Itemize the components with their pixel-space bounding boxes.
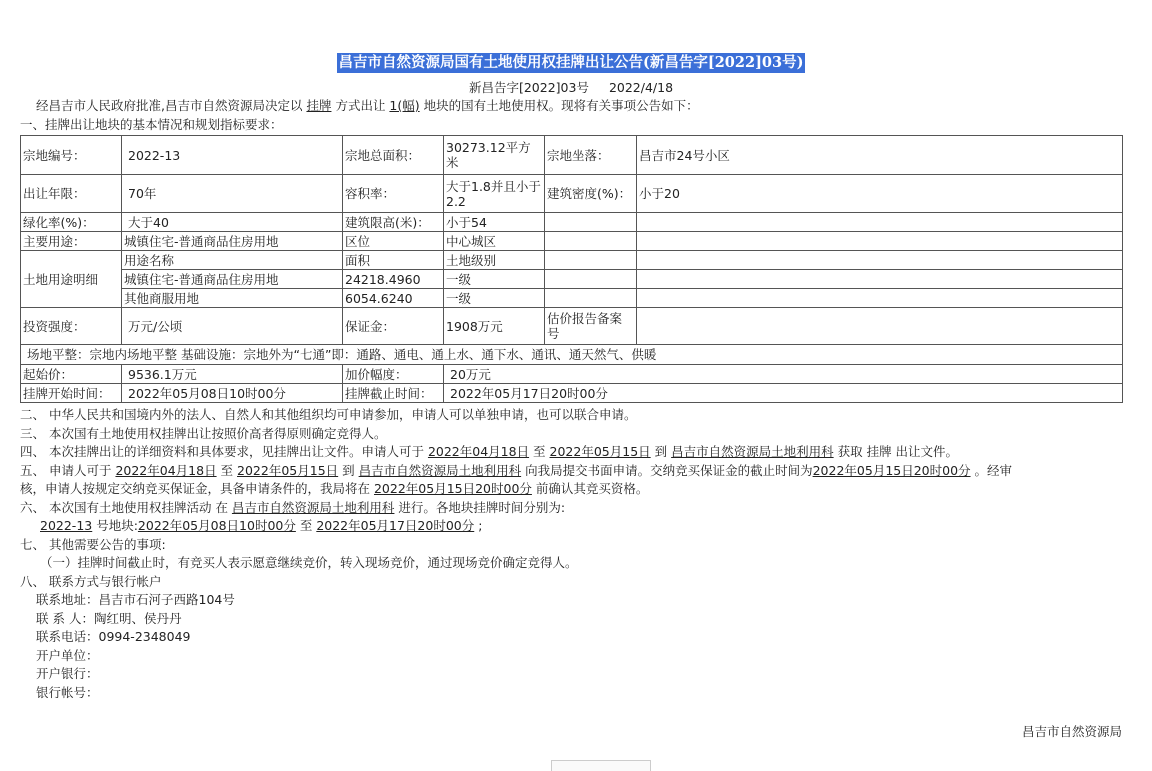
table-row [21, 289, 1123, 308]
intro-method: 挂牌 [306, 98, 332, 113]
intro-text: 方式出让 [331, 98, 390, 113]
building-density: 小于20 [637, 175, 1123, 213]
section-text: 六、 本次国有土地使用权挂牌活动 在 [20, 499, 232, 515]
table-row [21, 384, 1123, 403]
section-text: 前确认其竞买资格。 [531, 481, 649, 496]
section-text: 四、 本次挂牌出让的详细资料和具体要求，见挂牌出让文件。申请人可于 [20, 444, 428, 459]
section-text: 五、 申请人可于 [20, 462, 116, 478]
section-6-schedule [20, 517, 1122, 536]
section1-heading: 一、挂牌出让地块的基本情况和规划指标要求： [20, 116, 283, 132]
page-title: 昌吉市自然资源局国有土地使用权挂牌出让公告(新昌告字[2022]03号) [338, 54, 804, 71]
announcement [20, 0, 1122, 702]
date-underlined: 2022年05月15日20时00分 [812, 462, 971, 478]
table-label: 保证金： [343, 308, 444, 345]
table-label: 容积率： [343, 175, 444, 213]
zone: 中心城区 [444, 232, 545, 251]
section-text: 至 [529, 444, 550, 459]
main-use: 城镇住宅-普通商品住房用地 [122, 232, 343, 251]
place-underlined: 昌吉市自然资源局土地利用科 [231, 499, 395, 515]
table-label: 建筑限高(米)： [343, 213, 444, 232]
place-underlined: 昌吉市自然资源局土地利用科 [671, 444, 834, 459]
table-row [21, 270, 1123, 289]
empty-cell [545, 213, 637, 232]
empty-cell [545, 270, 637, 289]
bank-account: 银行帐号： [36, 684, 99, 700]
section-5 [20, 462, 1122, 481]
parcel-underlined: 2022-13 [40, 518, 93, 533]
date-underlined: 2022年05月15日 [549, 444, 651, 459]
table-label: 投资强度： [21, 308, 122, 345]
section-6 [20, 499, 1122, 518]
table-label: 估价报告备案号 [545, 308, 637, 345]
section-text: 。经审 [970, 462, 1013, 478]
column-header: 面积 [343, 251, 444, 270]
empty-cell [545, 232, 637, 251]
total-area: 30273.12平方米 [444, 136, 545, 175]
date-underlined: 2022年05月15日20时00分 [373, 481, 532, 496]
table-label: 挂牌开始时间： [21, 384, 122, 403]
date-underlined: 2022年04月18日 [427, 444, 530, 459]
table-label: 出让年限： [21, 175, 122, 213]
table-row [21, 251, 1123, 270]
date-underlined: 2022年05月08日10时00分 [137, 518, 296, 533]
height-limit: 小于54 [444, 213, 545, 232]
table-label: 加价幅度： [343, 365, 444, 384]
section-text: 至 [295, 518, 317, 533]
contact-address: 联系地址：昌吉市石河子西路104号 [36, 592, 235, 607]
table-label: 起始价： [21, 365, 122, 384]
section-text: 核，申请人按规定交纳竞买保证金，具备申请条件的，我局将在 [20, 481, 374, 496]
table-label: 宗地总面积： [343, 136, 444, 175]
table-row [21, 365, 1123, 384]
section-4 [20, 443, 1122, 462]
floor-area-ratio: 大于1.8并且小于2.2 [444, 175, 545, 213]
appraisal-number [637, 308, 1123, 345]
empty-cell [545, 251, 637, 270]
section-text: 到 [338, 462, 359, 478]
bank-unit: 开户单位： [36, 647, 99, 663]
doc-number: 新昌告字[2022]03号 [468, 80, 589, 95]
section-text: 向我局提交书面申请。交纳竞买保证金的截止时间为 [521, 462, 813, 478]
section-5-cont [20, 480, 1122, 499]
land-grade: 一级 [444, 270, 545, 289]
section-2: 二、 中华人民共和国境内外的法人、自然人和其他组织均可申请参加，申请人可以单独申请，也可以联合申请。 [20, 407, 637, 422]
table-label: 宗地坐落： [545, 136, 637, 175]
empty-cell [545, 289, 637, 308]
use-name: 城镇住宅-普通商品住房用地 [122, 270, 343, 289]
empty-cell [637, 232, 1123, 251]
sections [20, 406, 1122, 702]
start-price: 9536.1万元 [122, 365, 343, 384]
doc-meta [20, 79, 1122, 97]
listing-end-time: 2022年05月17日20时00分 [444, 384, 1123, 403]
parcel-location: 昌吉市24号小区 [637, 136, 1123, 175]
column-header: 土地级别 [444, 251, 545, 270]
table-row [21, 213, 1123, 232]
table-row [21, 175, 1123, 213]
green-ratio: 大于40 [122, 213, 343, 232]
column-header: 用途名称 [122, 251, 343, 270]
table-label: 宗地编号： [21, 136, 122, 175]
use-name: 其他商服用地 [122, 289, 343, 308]
place-underlined: 昌吉市自然资源局土地利用科 [358, 462, 522, 478]
section-text: ; [474, 518, 483, 533]
use-area: 6054.6240 [343, 289, 444, 308]
land-grade: 一级 [444, 289, 545, 308]
section-text: 到 [650, 444, 672, 459]
table-row [21, 232, 1123, 251]
section-text: 进行。各地块挂牌时间分别为: [394, 499, 566, 515]
section-3: 三、 本次国有土地使用权挂牌出让按照价高者得原则确定竞得人。 [20, 425, 387, 441]
signature: 昌吉市自然资源局 [1021, 724, 1122, 739]
table-label: 主要用途： [21, 232, 122, 251]
section-8: 八、 联系方式与银行帐户 [20, 573, 162, 589]
empty-cell [637, 270, 1123, 289]
intro-paragraph [20, 97, 1122, 116]
parcel-info-table [20, 135, 1123, 403]
table-label: 建筑密度(%)： [545, 175, 637, 213]
intro-text: 地块的国有土地使用权。现将有关事项公告如下： [419, 98, 699, 113]
date-underlined: 2022年04月18日 [115, 462, 217, 478]
table-label: 区位 [343, 232, 444, 251]
listing-start-time: 2022年05月08日10时00分 [122, 384, 343, 403]
section-text: 获取 挂牌 出让文件。 [833, 444, 959, 459]
empty-cell [637, 289, 1123, 308]
empty-cell [637, 213, 1123, 232]
table-label: 挂牌截止时间： [343, 384, 444, 403]
table-label: 土地用途明细 [21, 251, 122, 308]
contact-person: 联 系 人：陶红明、侯丹丹 [36, 610, 182, 626]
section-7: 七、 其他需要公告的事项: [20, 536, 166, 552]
bank-name: 开户银行： [36, 666, 99, 681]
table-row [21, 345, 1123, 365]
section-text: 号地块: [92, 518, 138, 533]
section-text: 至 [216, 462, 238, 478]
table-row [21, 136, 1123, 175]
date-underlined: 2022年05月15日 [237, 462, 339, 478]
table-label: 绿化率(%)： [21, 213, 122, 232]
intro-text: 经昌吉市人民政府批准,昌吉市自然资源局决定以 [36, 98, 307, 113]
section-7-item: （一）挂牌时间截止时，有竞买人表示愿意继续竞价，转入现场竞价，通过现场竞价确定竞得人。 [40, 555, 578, 570]
date-underlined: 2022年05月17日20时00分 [316, 518, 475, 533]
transfer-term: 70年 [122, 175, 343, 213]
use-area: 24218.4960 [343, 270, 444, 289]
empty-cell [637, 251, 1123, 270]
site-preparation: 场地平整：宗地内场地平整 基础设施：宗地外为“七通”即：通路、通电、通上水、通下水、通讯、通天然气、供暖 [21, 345, 1123, 365]
investment-intensity: 万元/公顷 [122, 308, 343, 345]
table-row [21, 308, 1123, 345]
doc-date: 2022/4/18 [608, 80, 674, 95]
title-row [20, 53, 1122, 77]
intro-count: 1(幅) [389, 98, 420, 113]
parcel-number: 2022-13 [122, 136, 343, 175]
deposit: 1908万元 [444, 308, 545, 345]
bid-increment: 20万元 [444, 365, 1123, 384]
contact-phone: 联系电话：0994-2348049 [36, 629, 191, 644]
